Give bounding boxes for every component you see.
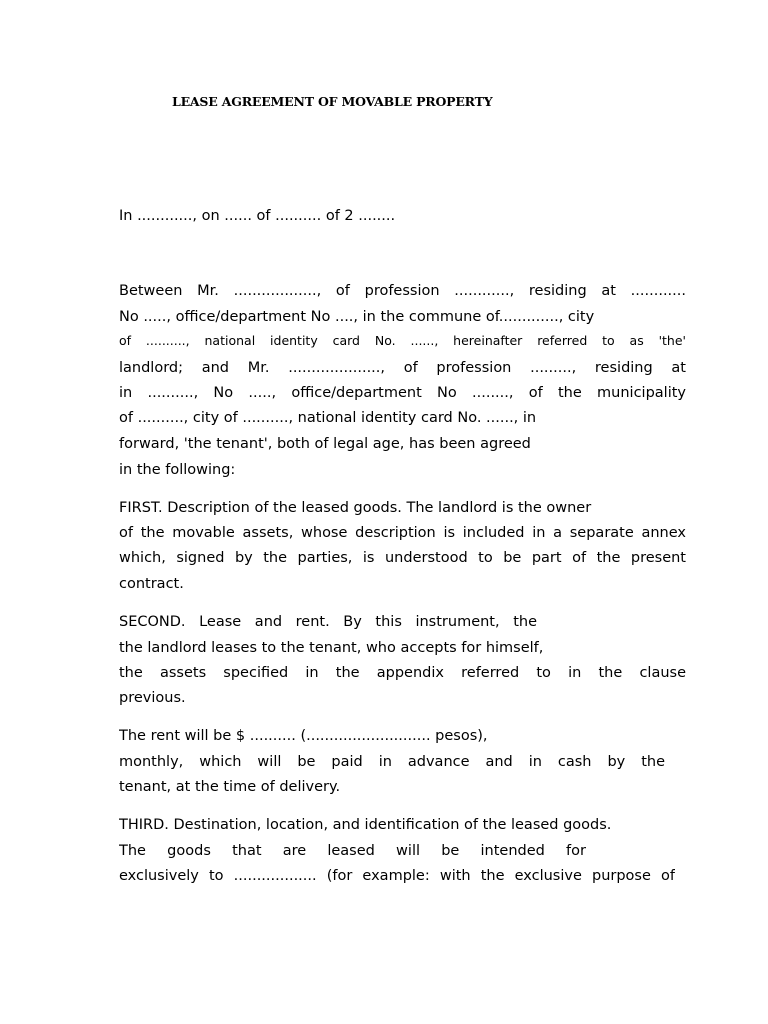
second-clause-line-1: SECOND. Lease and rent. By this instrument, the bbox=[119, 614, 537, 630]
second-clause-line-3: the assets specified in the appendix referred to in the clause bbox=[119, 665, 686, 681]
date-line: In ............, on ...... of .......... of 2 ........ bbox=[119, 208, 396, 224]
third-clause-line-2: The goods that are leased will be intended for bbox=[119, 843, 586, 859]
parties-line-3: of .........., national identity card No. ......, hereinafter referred to as 'the' bbox=[119, 333, 686, 348]
parties-line-7: forward, 'the tenant', both of legal age, has been agreed bbox=[119, 436, 531, 452]
second-clause-line-4: previous. bbox=[119, 690, 186, 706]
third-clause-line-1: THIRD. Destination, location, and identification of the leased goods. bbox=[119, 817, 612, 833]
third-clause-line-3: exclusively to .................. (for example: with the exclusive purpose of bbox=[119, 868, 675, 884]
first-clause-line-4: contract. bbox=[119, 576, 184, 592]
first-clause-line-1: FIRST. Description of the leased goods. The landlord is the owner bbox=[119, 500, 592, 516]
first-clause-line-3: which, signed by the parties, is understood to be part of the present bbox=[119, 550, 686, 566]
document-title: LEASE AGREEMENT OF MOVABLE PROPERTY bbox=[172, 94, 493, 109]
rent-line-2: monthly, which will be paid in advance and in cash by the bbox=[119, 754, 665, 770]
rent-line-3: tenant, at the time of delivery. bbox=[119, 779, 341, 795]
rent-line-1: The rent will be $ .......... (........................... pesos), bbox=[119, 728, 488, 744]
parties-line-4: landlord; and Mr. ...................., of profession ........., residing at bbox=[119, 360, 686, 376]
first-clause-line-2: of the movable assets, whose description is included in a separate annex bbox=[119, 525, 686, 541]
parties-line-6: of .........., city of .........., national identity card No. ......, in bbox=[119, 410, 537, 426]
parties-line-8: in the following: bbox=[119, 462, 236, 478]
parties-line-2: No ....., office/department No ...., in the commune of............., city bbox=[119, 309, 595, 325]
parties-line-1: Between Mr. .................., of profession ............, residing at ............ bbox=[119, 283, 686, 299]
parties-line-5: in .........., No ....., office/department No ........, of the municipality bbox=[119, 385, 686, 401]
second-clause-line-2: the landlord leases to the tenant, who accepts for himself, bbox=[119, 640, 544, 656]
